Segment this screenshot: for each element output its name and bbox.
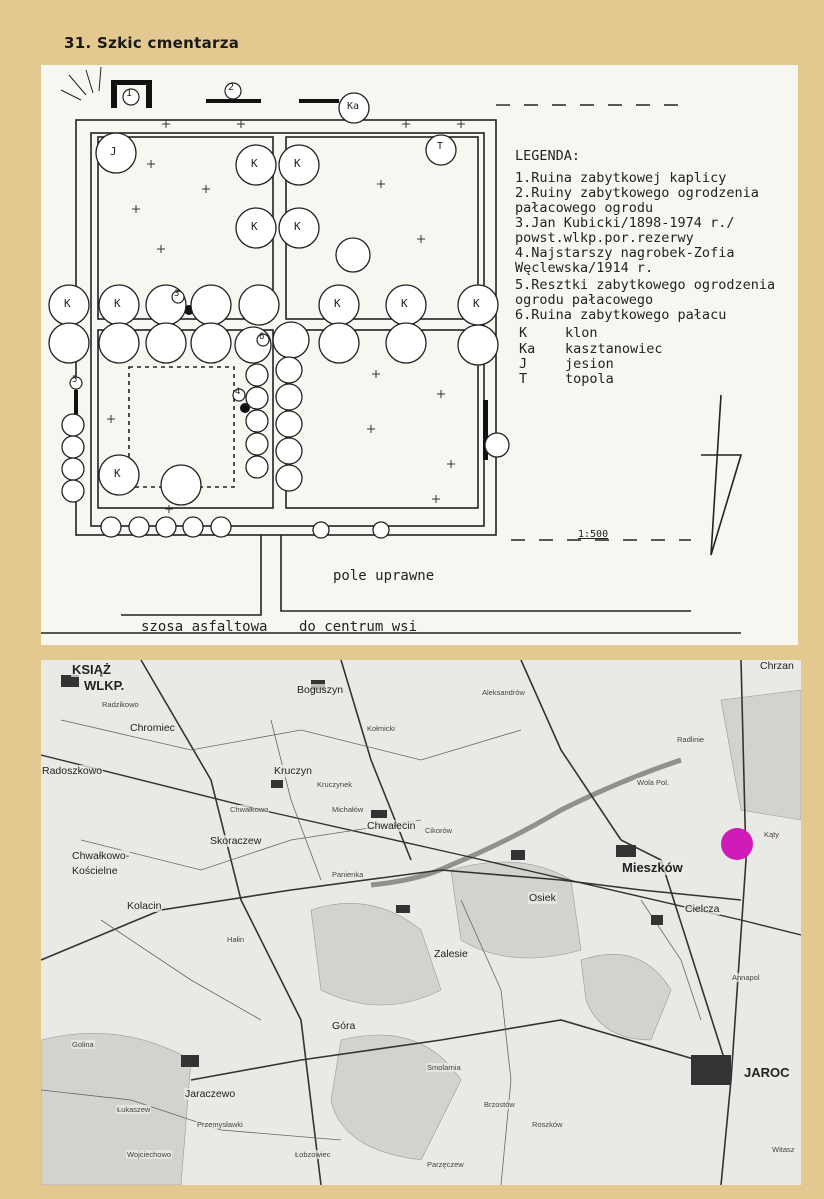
abbr-meaning-ka: kasztanowiec <box>565 341 663 357</box>
tree-label-klon: K <box>473 297 480 310</box>
abbr-code-t: T <box>519 371 528 387</box>
place-label: Skoraczew <box>210 835 262 847</box>
tree <box>319 323 359 363</box>
place-label: Radlinie <box>677 735 705 744</box>
tree <box>62 480 84 502</box>
chapel-ruin-wall-top <box>111 80 151 85</box>
legend-item-5b: ogrodu pałacowego <box>515 292 654 308</box>
tree <box>485 433 509 457</box>
place-label: Chromiec <box>130 722 175 734</box>
place-label: Wola Pol. <box>637 778 669 787</box>
legend-item-3b: powst.wlkp.por.rezerwy <box>515 230 694 246</box>
place-label: Cielcza <box>685 903 720 915</box>
forest-area <box>581 954 671 1040</box>
building-cluster <box>651 915 663 925</box>
field-label: pole uprawne <box>333 568 435 584</box>
place-label: Cikorów <box>425 826 453 835</box>
tree <box>129 517 149 537</box>
place-label: Przemysławki <box>197 1120 243 1129</box>
building-cluster <box>371 810 387 818</box>
tree-label-klon: K <box>251 157 258 170</box>
place-label: Chrzan <box>760 660 794 672</box>
building-cluster <box>396 905 410 913</box>
place-label: Witasz <box>772 1145 795 1154</box>
sketch-drawing <box>41 65 798 645</box>
tree-label-klon: K <box>251 220 258 233</box>
tree <box>458 325 498 365</box>
building-cluster <box>181 1055 199 1067</box>
place-label: Radoszkowo <box>42 765 103 777</box>
north-arrow <box>701 395 741 555</box>
tree-label-kasztanowiec: Ka <box>347 101 360 112</box>
place-label: Chwałkowo- <box>72 850 130 862</box>
marker-5: 5 <box>72 375 78 385</box>
tree <box>246 456 268 478</box>
building-cluster <box>511 850 525 860</box>
legend-item-3: 3.Jan Kubicki/1898-1974 r./ <box>515 215 735 231</box>
marker-4: 4 <box>235 387 241 397</box>
tree <box>276 438 302 464</box>
cemetery-location-marker <box>721 828 753 860</box>
place-label: Annapol <box>732 973 760 982</box>
scale-label: 1:500 <box>578 529 609 540</box>
place-label: Hałin <box>227 935 245 944</box>
abbr-code-ka: Ka <box>519 341 536 357</box>
place-label: Mieszków <box>622 860 683 875</box>
abbr-meaning-j: jesion <box>565 356 614 372</box>
tree <box>246 364 268 386</box>
building-cluster <box>691 1055 731 1085</box>
place-label: Chwałkowo <box>230 805 269 814</box>
tree-label-klon: K <box>334 297 341 310</box>
tree <box>99 323 139 363</box>
legend-title: LEGENDA: <box>515 148 581 164</box>
tree-label-klon: K <box>294 220 301 233</box>
tree <box>146 323 186 363</box>
tree <box>386 323 426 363</box>
tree <box>246 387 268 409</box>
place-label: Kąty <box>764 830 780 839</box>
place-label: Łukaszew <box>117 1105 151 1114</box>
place-label: Kołmicki <box>367 724 395 733</box>
tree <box>246 410 268 432</box>
place-label: Radzikowo <box>102 700 139 709</box>
tree-label-klon: K <box>114 297 121 310</box>
place-label: Wojciechowo <box>127 1150 172 1159</box>
tree <box>156 517 176 537</box>
tree-label-klon: K <box>401 297 408 310</box>
tree <box>62 414 84 436</box>
place-label: Kruczynek <box>317 780 353 789</box>
tree <box>276 384 302 410</box>
place-label: Smolarnia <box>427 1063 461 1072</box>
topographic-map <box>41 660 801 1185</box>
legend-item-5: 5.Resztki zabytkowego ogrodzenia <box>515 277 776 293</box>
legend-item-1: 1.Ruina zabytkowej kaplicy <box>515 170 727 186</box>
forest-area <box>311 903 441 1005</box>
tree <box>373 522 389 538</box>
place-label: Brzostów <box>484 1100 515 1109</box>
tree <box>62 436 84 458</box>
road-destination-label: do centrum wsi <box>299 619 418 635</box>
marker-6: 6 <box>259 332 265 342</box>
tree <box>239 285 279 325</box>
tree-label-jesion: J <box>110 145 117 158</box>
fence-ruin-2 <box>299 99 339 103</box>
place-label: Jaraczewo <box>185 1088 236 1100</box>
tree-label-klon: K <box>294 157 301 170</box>
tree <box>191 323 231 363</box>
place-label: Osiek <box>529 892 556 904</box>
road-label: szosa asfaltowa <box>141 619 268 635</box>
place-label: KSIĄŻ <box>72 662 111 677</box>
tree <box>161 465 201 505</box>
forest-area <box>721 690 801 820</box>
place-label: Chwałecin <box>367 820 416 832</box>
tree <box>276 465 302 491</box>
tree-label-klon: K <box>64 297 71 310</box>
cemetery-sketch <box>41 65 798 645</box>
place-label: Łobzowiec <box>295 1150 331 1159</box>
tree <box>62 458 84 480</box>
place-label: Aleksandrów <box>482 688 525 697</box>
tree <box>49 323 89 363</box>
tree-label-klon: K <box>114 467 121 480</box>
abbr-code-k: K <box>519 325 528 341</box>
tree <box>191 285 231 325</box>
tree <box>273 322 309 358</box>
building-cluster <box>271 780 283 788</box>
road-secondary <box>521 660 621 840</box>
place-label: Góra <box>332 1020 356 1032</box>
place-label: Boguszyn <box>297 684 344 696</box>
place-label: Kolacin <box>127 900 162 912</box>
chapel-ruin-wall-right <box>146 80 152 108</box>
place-label: WLKP. <box>84 678 125 693</box>
road-edge-left <box>121 535 261 615</box>
legend-item-6: 6.Ruina zabytkowego pałacu <box>515 307 727 323</box>
legend-item-2b: pałacowego ogrodu <box>515 200 654 216</box>
tree <box>276 411 302 437</box>
abbr-meaning-k: klon <box>565 325 598 341</box>
tree <box>183 517 203 537</box>
forest-area <box>331 1035 461 1160</box>
tree <box>313 522 329 538</box>
fence-ruin-1 <box>206 99 261 103</box>
tree-label-topola: T <box>437 141 444 152</box>
place-label: Roszków <box>532 1120 563 1129</box>
legend-item-4b: Węclewska/1914 r. <box>515 260 654 276</box>
page-title: 31. Szkic cmentarza <box>64 34 240 52</box>
place-label: Michałów <box>332 805 364 814</box>
sun-symbol <box>61 67 101 100</box>
place-label: Zalesie <box>434 948 468 960</box>
place-label: Kruczyn <box>274 765 312 777</box>
legend-item-4: 4.Najstarszy nagrobek-Zofia <box>515 245 735 261</box>
abbr-meaning-t: topola <box>565 371 614 387</box>
place-label: Parzęczew <box>427 1160 464 1169</box>
tree <box>276 357 302 383</box>
marker-3: 3 <box>174 289 180 299</box>
building-cluster <box>616 845 636 857</box>
marker-2: 2 <box>228 82 235 93</box>
minor-road <box>271 720 321 880</box>
place-label: Golina <box>72 1040 94 1049</box>
abbr-code-j: J <box>519 356 528 372</box>
legend-item-2: 2.Ruiny zabytkowego ogrodzenia <box>515 185 759 201</box>
tree <box>101 517 121 537</box>
place-label: JAROC <box>744 1065 790 1080</box>
place-label: Panienka <box>332 870 364 879</box>
tree <box>246 433 268 455</box>
tree <box>211 517 231 537</box>
marker-1: 1 <box>126 88 133 99</box>
tree <box>336 238 370 272</box>
quadrant-se <box>286 330 478 508</box>
place-label: Kościelne <box>72 865 118 877</box>
